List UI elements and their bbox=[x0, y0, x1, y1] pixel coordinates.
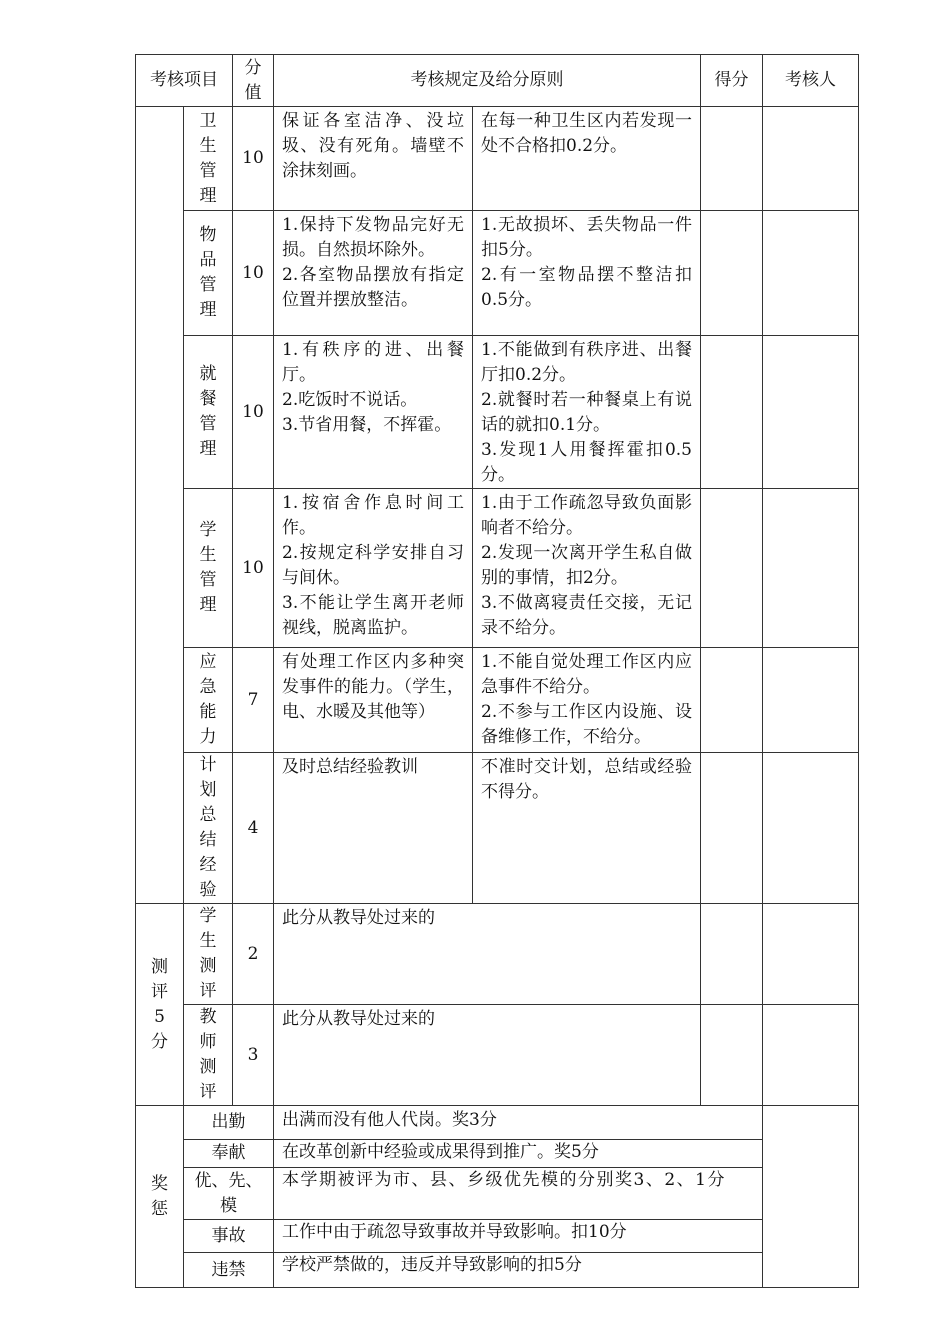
standard-cell bbox=[274, 211, 473, 336]
item-name-cell bbox=[184, 211, 233, 336]
standard-text: 及时总结经验教训 bbox=[282, 757, 418, 777]
deduction-text: 在每一种卫生区内若发现一处不合格扣0.2分。 bbox=[481, 111, 692, 156]
item-name-cell bbox=[184, 904, 233, 1005]
item-name-cell bbox=[184, 753, 233, 904]
assessor-cell bbox=[763, 753, 859, 904]
standard-text: 2.按规定科学安排自习与间休。 bbox=[282, 543, 464, 588]
reward-name: 违禁 bbox=[184, 1253, 274, 1288]
table-row bbox=[136, 336, 859, 489]
score-got-cell bbox=[701, 904, 763, 1005]
table-row bbox=[136, 489, 859, 648]
standard-cell bbox=[274, 489, 473, 648]
standard-text: 1.按宿舍作息时间工作。 bbox=[282, 493, 464, 538]
reward-text: 在改革创新中经验或成果得到推广。奖5分 bbox=[274, 1140, 763, 1168]
table-row bbox=[136, 904, 859, 1005]
header-score-line2: 值 bbox=[244, 82, 262, 103]
assessor-cell bbox=[763, 1106, 859, 1288]
table-row bbox=[136, 753, 859, 904]
table-row bbox=[136, 1106, 859, 1140]
assessor-cell bbox=[763, 904, 859, 1005]
reward-name: 出勤 bbox=[184, 1106, 274, 1140]
deduction-text: 2.发现一次离开学生私自做别的事情，扣2分。 bbox=[481, 543, 692, 588]
item-name: 卫生管理 bbox=[199, 110, 217, 206]
standard-text: 3.节省用餐，不挥霍。 bbox=[282, 415, 452, 435]
table-row bbox=[136, 1253, 859, 1288]
item-name: 就餐管理 bbox=[199, 364, 217, 459]
assessor-cell bbox=[763, 211, 859, 336]
standard-cell bbox=[274, 107, 473, 211]
evaluation-text: 此分从教导处过来的 bbox=[274, 904, 701, 1005]
header-got: 得分 bbox=[701, 55, 763, 107]
item-score: 7 bbox=[233, 648, 274, 753]
standard-cell bbox=[274, 648, 473, 753]
assessor-cell bbox=[763, 336, 859, 489]
item-name: 计划总结经验 bbox=[199, 755, 217, 900]
item-name-cell bbox=[184, 107, 233, 211]
standard-text: 2.各室物品摆放有指定位置并摆放整洁。 bbox=[282, 265, 464, 310]
table-row bbox=[136, 1168, 859, 1220]
standard-cell bbox=[274, 753, 473, 904]
item-score: 10 bbox=[233, 211, 274, 336]
evaluation-group-cell bbox=[136, 904, 184, 1106]
standard-text: 2.吃饭时不说话。 bbox=[282, 390, 418, 410]
table-row bbox=[136, 1220, 859, 1253]
rewards-group-cell bbox=[136, 1106, 184, 1288]
score-got-cell bbox=[701, 753, 763, 904]
header-item: 考核项目 bbox=[136, 55, 233, 107]
item-name-cell bbox=[184, 336, 233, 489]
header-assessor: 考核人 bbox=[763, 55, 859, 107]
standard-text: 有处理工作区内多种突发事件的能力。（学生，电、水暖及其他等） bbox=[282, 652, 464, 722]
score-got-cell bbox=[701, 489, 763, 648]
item-score: 4 bbox=[233, 753, 274, 904]
item-name-cell bbox=[184, 648, 233, 753]
reward-name: 奉献 bbox=[184, 1140, 274, 1168]
deduction-text: 1.由于工作疏忽导致负面影响者不给分。 bbox=[481, 493, 692, 538]
reward-text: 工作中由于疏忽导致事故并导致影响。扣10分 bbox=[274, 1220, 763, 1253]
deduction-text: 3.不做离寝责任交接，无记录不给分。 bbox=[481, 593, 692, 638]
score-got-cell bbox=[701, 336, 763, 489]
standard-text: 1.保持下发物品完好无损。自然损坏除外。 bbox=[282, 215, 464, 260]
deduction-text: 1.不能做到有秩序进、出餐厅扣0.2分。 bbox=[481, 340, 692, 385]
item-name-cell bbox=[184, 489, 233, 648]
reward-name: 优、先、模 bbox=[184, 1168, 274, 1220]
deduction-cell bbox=[473, 211, 701, 336]
deduction-cell bbox=[473, 336, 701, 489]
score-got-cell bbox=[701, 1005, 763, 1106]
deduction-text: 1.无故损坏、丢失物品一件扣5分。 bbox=[481, 215, 692, 260]
reward-text: 本学期被评为市、县、乡级优先模的分别奖3、2、1分 bbox=[274, 1168, 763, 1220]
table-row bbox=[136, 211, 859, 336]
deduction-cell bbox=[473, 107, 701, 211]
deduction-text: 1.不能自觉处理工作区内应急事件不给分。 bbox=[481, 652, 692, 697]
item-name: 学生管理 bbox=[199, 520, 217, 615]
assessor-cell bbox=[763, 107, 859, 211]
item-score: 10 bbox=[233, 336, 274, 489]
header-rules: 考核规定及给分原则 bbox=[274, 55, 701, 107]
group-cell-empty bbox=[136, 107, 184, 904]
deduction-text: 不准时交计划，总结或经验不得分。 bbox=[481, 757, 692, 802]
table-row bbox=[136, 107, 859, 211]
score-got-cell bbox=[701, 107, 763, 211]
deduction-cell bbox=[473, 648, 701, 753]
item-name: 学生测评 bbox=[199, 906, 217, 1001]
item-score: 10 bbox=[233, 489, 274, 648]
standard-cell bbox=[274, 336, 473, 489]
table-row bbox=[136, 1005, 859, 1106]
item-name-cell bbox=[184, 1005, 233, 1106]
item-score: 2 bbox=[233, 904, 274, 1005]
table-row bbox=[136, 1140, 859, 1168]
score-got-cell bbox=[701, 648, 763, 753]
evaluation-text: 此分从教导处过来的 bbox=[274, 1005, 701, 1106]
deduction-text: 3.发现1人用餐挥霍扣0.5分。 bbox=[481, 440, 692, 485]
assessor-cell bbox=[763, 1005, 859, 1106]
deduction-text: 2.不参与工作区内设施、设备维修工作，不给分。 bbox=[481, 702, 692, 747]
table-row bbox=[136, 648, 859, 753]
item-score: 10 bbox=[233, 107, 274, 211]
deduction-cell bbox=[473, 489, 701, 648]
header-score bbox=[233, 55, 274, 107]
evaluation-group-label: 测评5分 bbox=[151, 956, 168, 1052]
item-name: 应急能力 bbox=[199, 652, 217, 747]
standard-text: 1.有秩序的进、出餐厅。 bbox=[282, 340, 464, 385]
assessment-table bbox=[135, 54, 859, 1288]
reward-text: 出满而没有他人代岗。奖3分 bbox=[274, 1106, 763, 1140]
item-name: 物品管理 bbox=[199, 225, 217, 320]
item-name: 教师测评 bbox=[199, 1007, 217, 1102]
assessor-cell bbox=[763, 489, 859, 648]
deduction-cell bbox=[473, 753, 701, 904]
item-score: 3 bbox=[233, 1005, 274, 1106]
rewards-group-label: 奖惩 bbox=[151, 1173, 168, 1219]
reward-name: 事故 bbox=[184, 1220, 274, 1253]
assessor-cell bbox=[763, 648, 859, 753]
header-row bbox=[136, 55, 859, 107]
deduction-text: 2.有一室物品摆不整洁扣0.5分。 bbox=[481, 265, 692, 310]
reward-text: 学校严禁做的，违反并导致影响的扣5分 bbox=[274, 1253, 763, 1288]
score-got-cell bbox=[701, 211, 763, 336]
deduction-text: 2.就餐时若一种餐桌上有说话的就扣0.1分。 bbox=[481, 390, 692, 435]
standard-text: 保证各室洁净、没垃圾、没有死角。墙壁不涂抹刻画。 bbox=[282, 111, 464, 181]
standard-text: 3.不能让学生离开老师视线，脱离监护。 bbox=[282, 593, 464, 638]
header-score-line1: 分 bbox=[244, 57, 262, 78]
